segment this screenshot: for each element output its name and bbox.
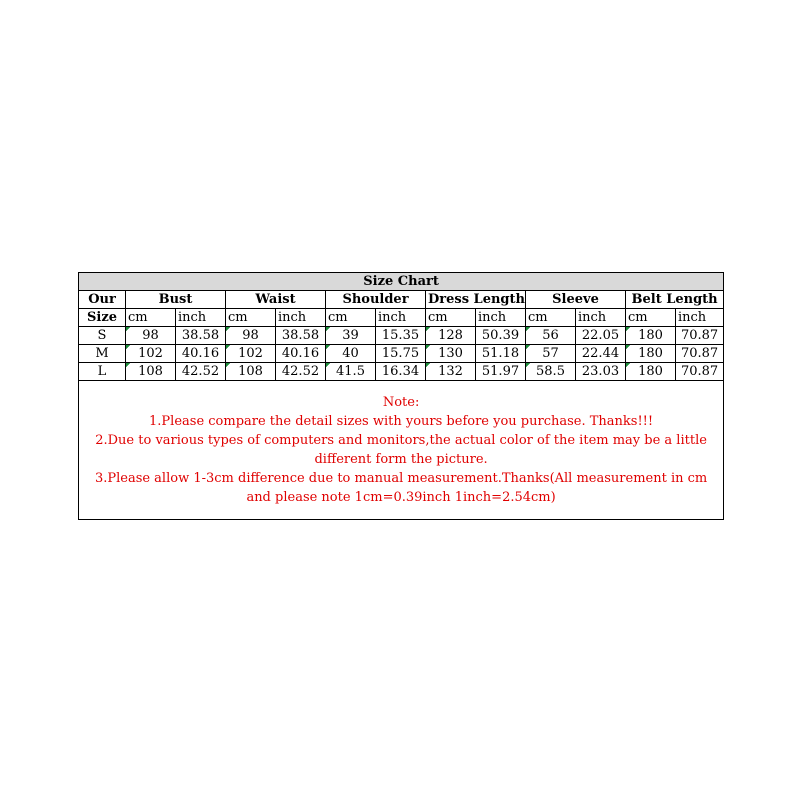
value-cell: 130 [426, 345, 476, 363]
waist-inch-unit: inch [276, 309, 326, 327]
shoulder-inch-unit: inch [376, 309, 426, 327]
value-cell: 22.05 [576, 327, 626, 345]
value-cell: 40.16 [176, 345, 226, 363]
value-cell: 16.34 [376, 363, 426, 381]
value-cell: 132 [426, 363, 476, 381]
value-cell: 23.03 [576, 363, 626, 381]
value-cell: 70.87 [676, 327, 724, 345]
size-chart-title: Size Chart [79, 273, 724, 291]
value-cell: 51.18 [476, 345, 526, 363]
sleeve-cm-unit: cm [526, 309, 576, 327]
value-cell: 128 [426, 327, 476, 345]
value-cell: 58.5 [526, 363, 576, 381]
notes-cell [79, 381, 724, 520]
value-cell: 42.52 [276, 363, 326, 381]
size-cell: M [79, 345, 126, 363]
waist-cm-unit: cm [226, 309, 276, 327]
value-cell: 102 [126, 345, 176, 363]
value-cell: 108 [126, 363, 176, 381]
value-cell: 15.35 [376, 327, 426, 345]
title-row [79, 273, 724, 291]
value-cell: 180 [626, 327, 676, 345]
note-heading: Note: [382, 395, 420, 410]
belt-length-cm-unit: cm [626, 309, 676, 327]
value-cell: 57 [526, 345, 576, 363]
value-cell: 108 [226, 363, 276, 381]
bust-inch-unit: inch [176, 309, 226, 327]
measure-header-row [79, 291, 724, 309]
unit-header-row [79, 309, 724, 327]
table-row [79, 327, 724, 345]
size-header: Size [79, 309, 126, 327]
size-chart-body [79, 273, 724, 520]
dress-length-header: Dress Length [426, 291, 526, 309]
value-cell: 56 [526, 327, 576, 345]
dress-length-cm-unit: cm [426, 309, 476, 327]
note-line-3: 3.Please allow 1-3cm difference due to manual measurement.Thanks(All measurement in cm and please note 1cm=0.39inch 1inch=2.54cm) [94, 471, 708, 505]
notes-row [79, 381, 724, 520]
value-cell: 39 [326, 327, 376, 345]
shoulder-cm-unit: cm [326, 309, 376, 327]
value-cell: 42.52 [176, 363, 226, 381]
size-cell: S [79, 327, 126, 345]
value-cell: 102 [226, 345, 276, 363]
waist-header: Waist [226, 291, 326, 309]
value-cell: 40.16 [276, 345, 326, 363]
value-cell: 70.87 [676, 363, 724, 381]
shoulder-header: Shoulder [326, 291, 426, 309]
size-cell: L [79, 363, 126, 381]
our-size-header: Our [79, 291, 126, 309]
value-cell: 70.87 [676, 345, 724, 363]
value-cell: 98 [126, 327, 176, 345]
belt-length-header: Belt Length [626, 291, 724, 309]
bust-header: Bust [126, 291, 226, 309]
belt-length-inch-unit: inch [676, 309, 724, 327]
value-cell: 38.58 [276, 327, 326, 345]
value-cell: 22.44 [576, 345, 626, 363]
value-cell: 41.5 [326, 363, 376, 381]
value-cell: 40 [326, 345, 376, 363]
size-chart-table [78, 272, 724, 520]
value-cell: 98 [226, 327, 276, 345]
note-line-1: 1.Please compare the detail sizes with yours before you purchase. Thanks!!! [149, 414, 654, 429]
sleeve-header: Sleeve [526, 291, 626, 309]
sleeve-inch-unit: inch [576, 309, 626, 327]
value-cell: 180 [626, 345, 676, 363]
table-row [79, 363, 724, 381]
dress-length-inch-unit: inch [476, 309, 526, 327]
bust-cm-unit: cm [126, 309, 176, 327]
value-cell: 180 [626, 363, 676, 381]
note-line-2: 2.Due to various types of computers and monitors,the actual color of the item may be a little different form the picture. [95, 433, 707, 467]
value-cell: 38.58 [176, 327, 226, 345]
table-row [79, 345, 724, 363]
value-cell: 50.39 [476, 327, 526, 345]
value-cell: 15.75 [376, 345, 426, 363]
value-cell: 51.97 [476, 363, 526, 381]
